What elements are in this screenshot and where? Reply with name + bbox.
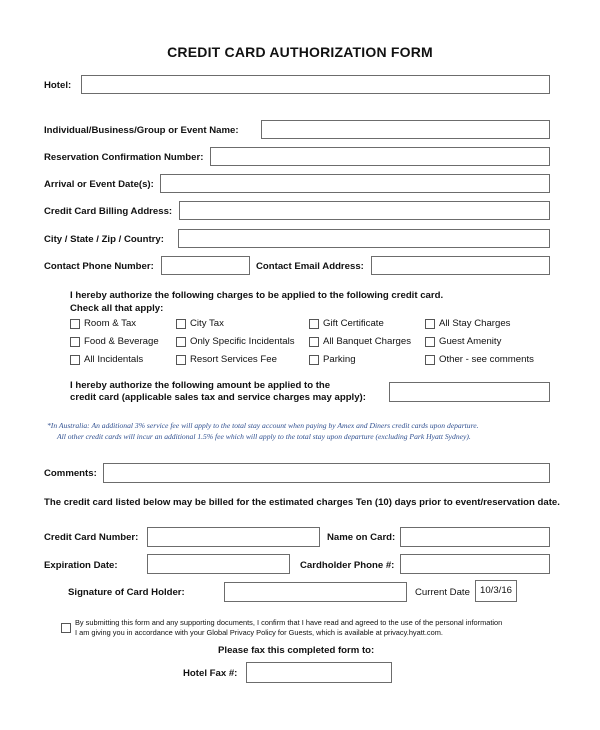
amount-line-1: I hereby authorize the following amount be applied to the <box>70 380 331 391</box>
room-tax-label: Room & Tax <box>84 318 137 329</box>
consent-line-1: By submitting this form and any supporting documents, I confirm that I have read and agreed to the use of the personal information <box>75 618 503 627</box>
food-beverage-label: Food & Beverage <box>84 336 159 347</box>
amount-field[interactable] <box>389 382 550 402</box>
charges-intro: I hereby authorize the following charges to be applied to the following credit card. <box>70 290 444 301</box>
expiration-field[interactable] <box>147 554 290 574</box>
amount-line-2: credit card (applicable sales tax and service charges may apply): <box>70 392 366 403</box>
current-date-field[interactable]: 10/3/16 <box>475 580 517 602</box>
all-stay-charges-label: All Stay Charges <box>439 318 511 329</box>
banquet-charges-label: All Banquet Charges <box>323 336 411 347</box>
consent-line-2: I am giving you in accordance with your Global Privacy Policy for Guests, which is available at privacy.hyatt.com. <box>75 628 443 637</box>
resort-fee-label: Resort Services Fee <box>190 354 277 365</box>
fax-instruction: Please fax this completed form to: <box>218 645 375 656</box>
current-date-label: Current Date <box>415 587 470 598</box>
name-label: Individual/Business/Group or Event Name: <box>44 125 239 136</box>
other-checkbox[interactable] <box>425 355 435 365</box>
parking-label: Parking <box>323 354 356 365</box>
name-field[interactable] <box>261 120 550 139</box>
phone-field[interactable] <box>161 256 250 275</box>
australia-note-2: All other credit cards will incur an additional 1.5% fee which will apply to the total stay upon departure (excluding Park Hyatt Sydney). <box>57 432 471 441</box>
arrival-field[interactable] <box>160 174 550 193</box>
gift-certificate-checkbox[interactable] <box>309 319 319 329</box>
city-field[interactable] <box>178 229 550 248</box>
signature-field[interactable] <box>224 582 407 602</box>
city-tax-checkbox[interactable] <box>176 319 186 329</box>
check-all-label: Check all that apply: <box>70 303 164 314</box>
card-number-field[interactable] <box>147 527 320 547</box>
form-title: CREDIT CARD AUTHORIZATION FORM <box>167 44 433 60</box>
comments-label: Comments: <box>44 468 97 479</box>
cardholder-phone-label: Cardholder Phone #: <box>300 560 395 571</box>
parking-checkbox[interactable] <box>309 355 319 365</box>
expiration-label: Expiration Date: <box>44 560 118 571</box>
consent-checkbox[interactable] <box>61 623 71 633</box>
city-tax-label: City Tax <box>190 318 224 329</box>
email-field[interactable] <box>371 256 550 275</box>
banquet-charges-checkbox[interactable] <box>309 337 319 347</box>
specific-incidentals-label: Only Specific Incidentals <box>190 336 295 347</box>
fax-label: Hotel Fax #: <box>183 668 238 679</box>
all-stay-charges-checkbox[interactable] <box>425 319 435 329</box>
email-label: Contact Email Address: <box>256 261 364 272</box>
confirmation-label: Reservation Confirmation Number: <box>44 152 204 163</box>
guest-amenity-checkbox[interactable] <box>425 337 435 347</box>
hotel-field[interactable] <box>81 75 550 94</box>
all-incidentals-checkbox[interactable] <box>70 355 80 365</box>
cardholder-phone-field[interactable] <box>400 554 550 574</box>
arrival-label: Arrival or Event Date(s): <box>44 179 154 190</box>
other-label: Other - see comments <box>439 354 534 365</box>
guest-amenity-label: Guest Amenity <box>439 336 502 347</box>
gift-certificate-label: Gift Certificate <box>323 318 384 329</box>
city-label: City / State / Zip / Country: <box>44 234 164 245</box>
fax-field[interactable] <box>246 662 392 683</box>
room-tax-checkbox[interactable] <box>70 319 80 329</box>
all-incidentals-label: All Incidentals <box>84 354 144 365</box>
billing-field[interactable] <box>179 201 550 220</box>
food-beverage-checkbox[interactable] <box>70 337 80 347</box>
billing-label: Credit Card Billing Address: <box>44 206 173 217</box>
name-on-card-field[interactable] <box>400 527 550 547</box>
hotel-label: Hotel: <box>44 80 72 91</box>
resort-fee-checkbox[interactable] <box>176 355 186 365</box>
specific-incidentals-checkbox[interactable] <box>176 337 186 347</box>
australia-note-1: *In Australia: An additional 3% service fee will apply to the total stay account when paying by Amex and Diners credit cards upon departure. <box>47 421 479 430</box>
card-number-label: Credit Card Number: <box>44 532 139 543</box>
name-on-card-label: Name on Card: <box>327 532 396 543</box>
signature-label: Signature of Card Holder: <box>68 587 185 598</box>
comments-field[interactable] <box>103 463 550 483</box>
estimate-statement: The credit card listed below may be billed for the estimated charges Ten (10) days prior to event/reservation date. <box>44 497 560 508</box>
confirmation-field[interactable] <box>210 147 550 166</box>
phone-label: Contact Phone Number: <box>44 261 154 272</box>
